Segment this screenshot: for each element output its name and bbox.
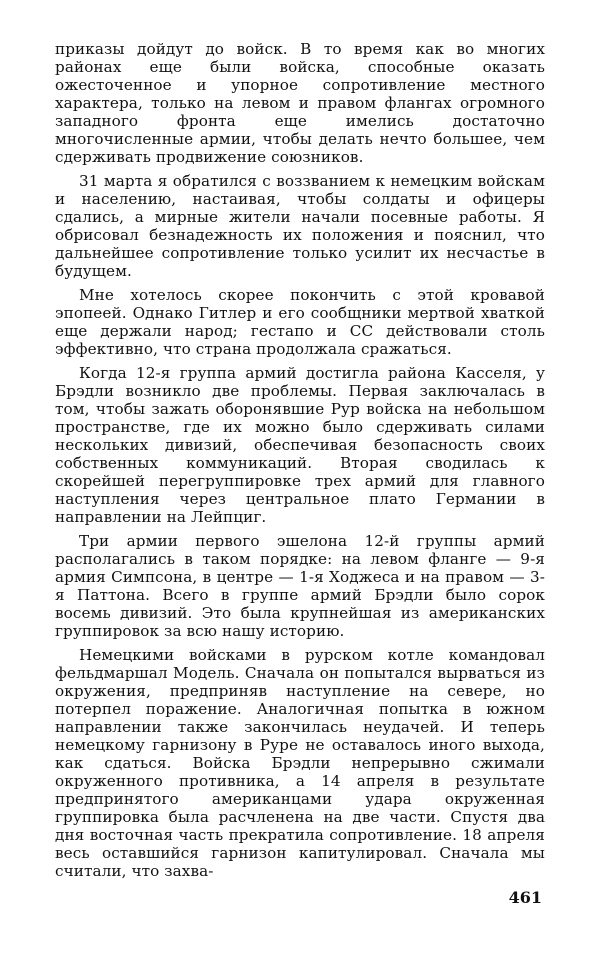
- page-number: 461: [508, 888, 542, 907]
- paragraph-kassel: Когда 12-я группа армий достигла района Касселя, у Брэдли возникло две проблемы. Первая заключалась в том, чтобы зажать оборонявшие Рур войска на небольшом пространстве, где их можно было сдерживать силами нескольких дивизий, обеспечивая безопасность своих собственных коммуникаций. Вторая сводилась к скорейшей перегруппировке трех армий для главного наступления через центральное плато Германии в направлении на Лейпциг.: [55, 364, 545, 526]
- paragraph-epopee: Мне хотелось скорее покончить с этой кровавой эпопеей. Однако Гитлер и его сообщники мертвой хваткой еще держали народ; гестапо и СС действовали столь эффективно, что страна продолжала сражаться.: [55, 286, 545, 358]
- page-body: [55, 40, 545, 880]
- paragraph-ruhr-pocket: Немецкими войсками в рурском котле командовал фельдмаршал Модель. Сначала он попытался вырваться из окружения, предприняв наступление на севере, но потерпел поражение. Аналогичная попытка в южном направлении также закончилась неудачей. И теперь немецкому гарнизону в Руре не оставалось иного выхода, как сдаться. Войска Брэдли непрерывно сжимали окруженного противника, а 14 апреля в результате предпринятого американцами удара окруженная группировка была расчленена на две части. Спустя два дня восточная часть прекратила сопротивление. 18 апреля весь оставшийся гарнизон капитулировал. Сначала мы считали, что захва-: [55, 646, 545, 880]
- paragraph-appeal: 31 марта я обратился с воззванием к немецким войскам и населению, настаивая, чтобы солдаты и офицеры сдались, а мирные жители начали посевные работы. Я обрисовал безнадежность их положения и пояснил, что дальнейшее сопротивление только усилит их несчастье в будущем.: [55, 172, 545, 280]
- paragraph-three-armies: Три армии первого эшелона 12-й группы армий располагались в таком порядке: на левом фланге — 9-я армия Симпсона, в центре — 1-я Ходжеса и на правом — 3-я Паттона. Всего в группе армий Брэдли было сорок восемь дивизий. Это была крупнейшая из американских группировок за всю нашу историю.: [55, 532, 545, 640]
- paragraph-continuation: приказы дойдут до войск. В то время как во многих районах еще были войска, способные оказать ожесточенное и упорное сопротивление местного характера, только на левом и правом флангах огромного западного фронта еще имелись достаточно многочисленные армии, чтобы делать нечто большее, чем сдерживать продвижение союзников.: [55, 40, 545, 166]
